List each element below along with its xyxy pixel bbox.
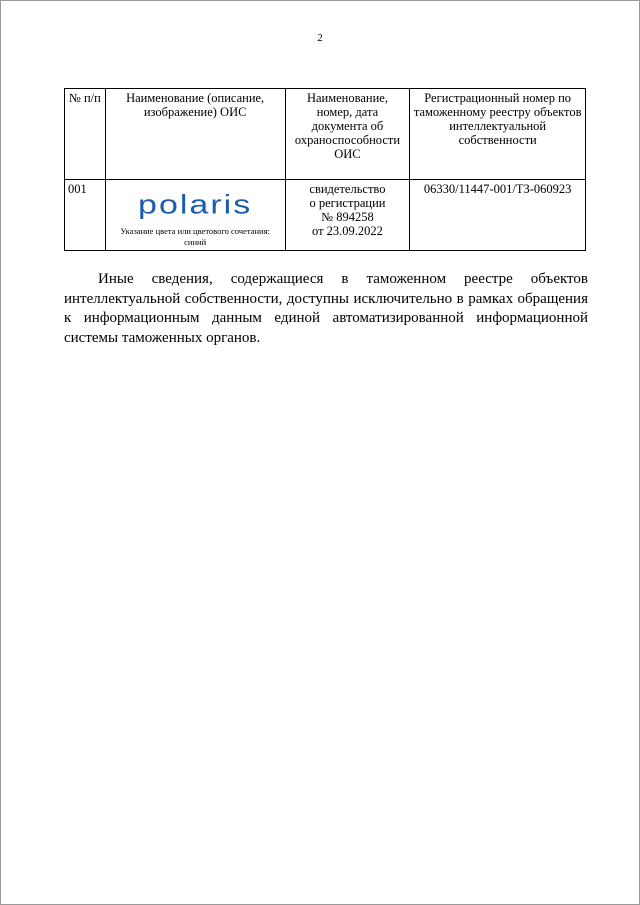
header-num: № п/п [65,89,106,180]
document-line-4: от 23.09.2022 [311,224,383,238]
body-paragraph: Иные сведения, содержащиеся в таможенном реестре объектов интеллектуальной собственности, доступны исключительно в рамках обращения к информационным данным единой автоматизированной информационной системы таможенных органов. [64,271,588,346]
registry-table [64,88,586,251]
row-name-cell [105,180,285,251]
header-document: Наименование, номер, дата документа об охраноспособности ОИС [285,89,410,180]
row-document [285,180,410,251]
polaris-logo [109,182,282,222]
row-registration: 06330/11447-001/ТЗ-060923 [410,180,586,251]
header-registration: Регистрационный номер по таможенному реестру объектов интеллектуальной собственности [410,89,586,180]
row-num: 001 [65,180,106,251]
document-line-3: № 894258 [321,210,374,224]
document-line-1: свидетельство [309,182,386,196]
table-header-row [65,89,586,180]
table-row [65,180,586,251]
document-line-2: о регистрации [309,196,386,210]
polaris-logo-wordmark: polaris [138,190,253,220]
page-number: 2 [317,32,323,44]
color-note: Указание цвета или цветового сочетания: синий [120,226,270,247]
header-name: Наименование (описание, изображение) ОИС [105,89,285,180]
